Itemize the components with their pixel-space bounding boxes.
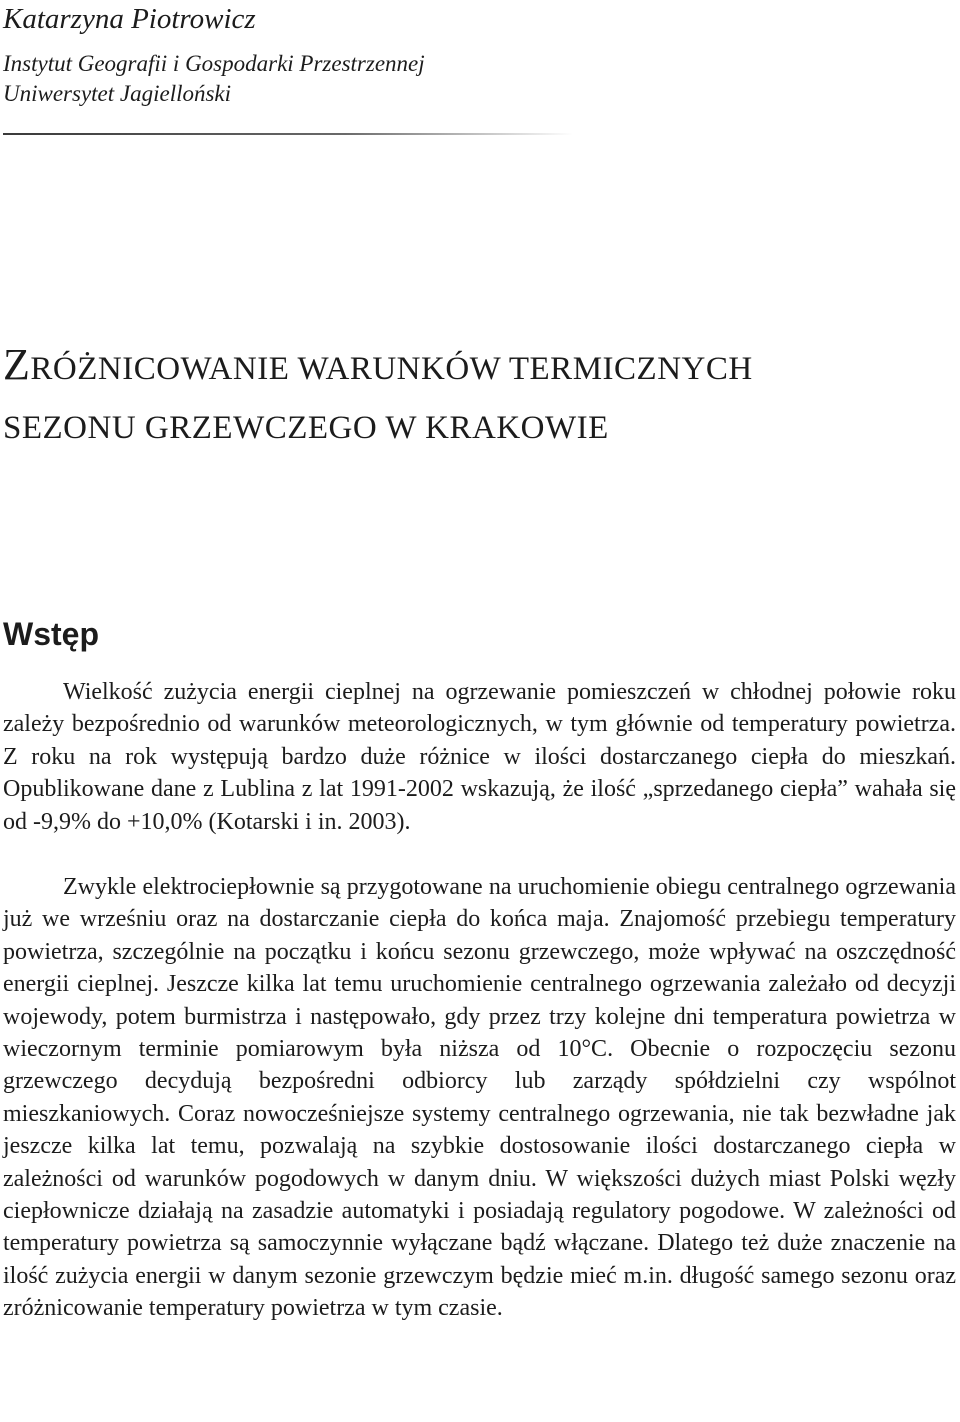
- title-line-1-text: RÓŻNICOWANIE WARUNKÓW TERMICZNYCH: [30, 351, 753, 387]
- paragraph-1: [3, 676, 956, 838]
- affiliation-institute: Instytut Geografii i Gospodarki Przestrzennej: [3, 51, 425, 76]
- article-title-line-1: [3, 340, 753, 389]
- header-divider: [3, 133, 573, 135]
- paragraph-2: [3, 871, 956, 1325]
- title-initial: Z: [3, 340, 31, 389]
- affiliation-university: Uniwersytet Jagielloński: [3, 81, 232, 106]
- paragraph-1-text: Wielkość zużycia energii cieplnej na ogrzewanie pomieszczeń w chłodnej połowie roku zależy bezpośrednio od warunków meteorologicznych, w tym głównie od temperatury powietrza. Z roku na rok występują bardzo duże różnice w ilości dostarczanego ciepła do mieszkań. Opublikowane dane z Lublina z lat 1991-2002 wskazują, że ilość „sprzedanego ciepła” wahała się od -9,9% do +10,0% (Kotarski i in. 2003).: [3, 679, 956, 835]
- article-title-line-2: SEZONU GRZEWCZEGO W KRAKOWIE: [3, 410, 609, 446]
- paragraph-2-text: Zwykle elektrociepłownie są przygotowane na uruchomienie obiegu centralnego ogrzewania już we wrześniu oraz na dostarczanie ciepła do końca maja. Znajomość przebiegu temperatury powietrza, szczególnie na początku i końcu sezonu grzewczego, może wpływać na oszczędność energii cieplnej. Jeszcze kilka lat temu uruchomienie centralnego ogrzewania zależało od decyzji wojewody, potem burmistrza i następowało, gdy przez trzy kolejne dni temperatura powietrza w wieczornym terminie pomiarowym była niższa od 10°C. Obecnie o rozpoczęciu sezonu grzewczego decydują bezpośredni odbiorcy lub zarządy spółdzielni czy wspólnot mieszkaniowych. Coraz nowocześniejsze systemy centralnego ogrzewania, nie tak bezwładne jak jeszcze kilka lat temu, pozwalają na szybkie dostosowanie ilości dostarczanego ciepła w zależności od warunków pogodowych w danym dniu. W większości dużych miast Polski węzły ciepłownicze działają na zasadzie automatyki i posiadają regulatory pogodowe. W zależności od temperatury powietrza są samoczynnie wyłączane bądź włączane. Dlatego też duże znaczenie na ilość zużycia energii w danym sezonie grzewczym będzie mieć m.in. długość samego sezonu oraz zróżnicowanie temperatury powietrza w tym czasie.: [3, 874, 956, 1322]
- author-name: Katarzyna Piotrowicz: [3, 3, 256, 35]
- section-heading: Wstęp: [3, 616, 99, 652]
